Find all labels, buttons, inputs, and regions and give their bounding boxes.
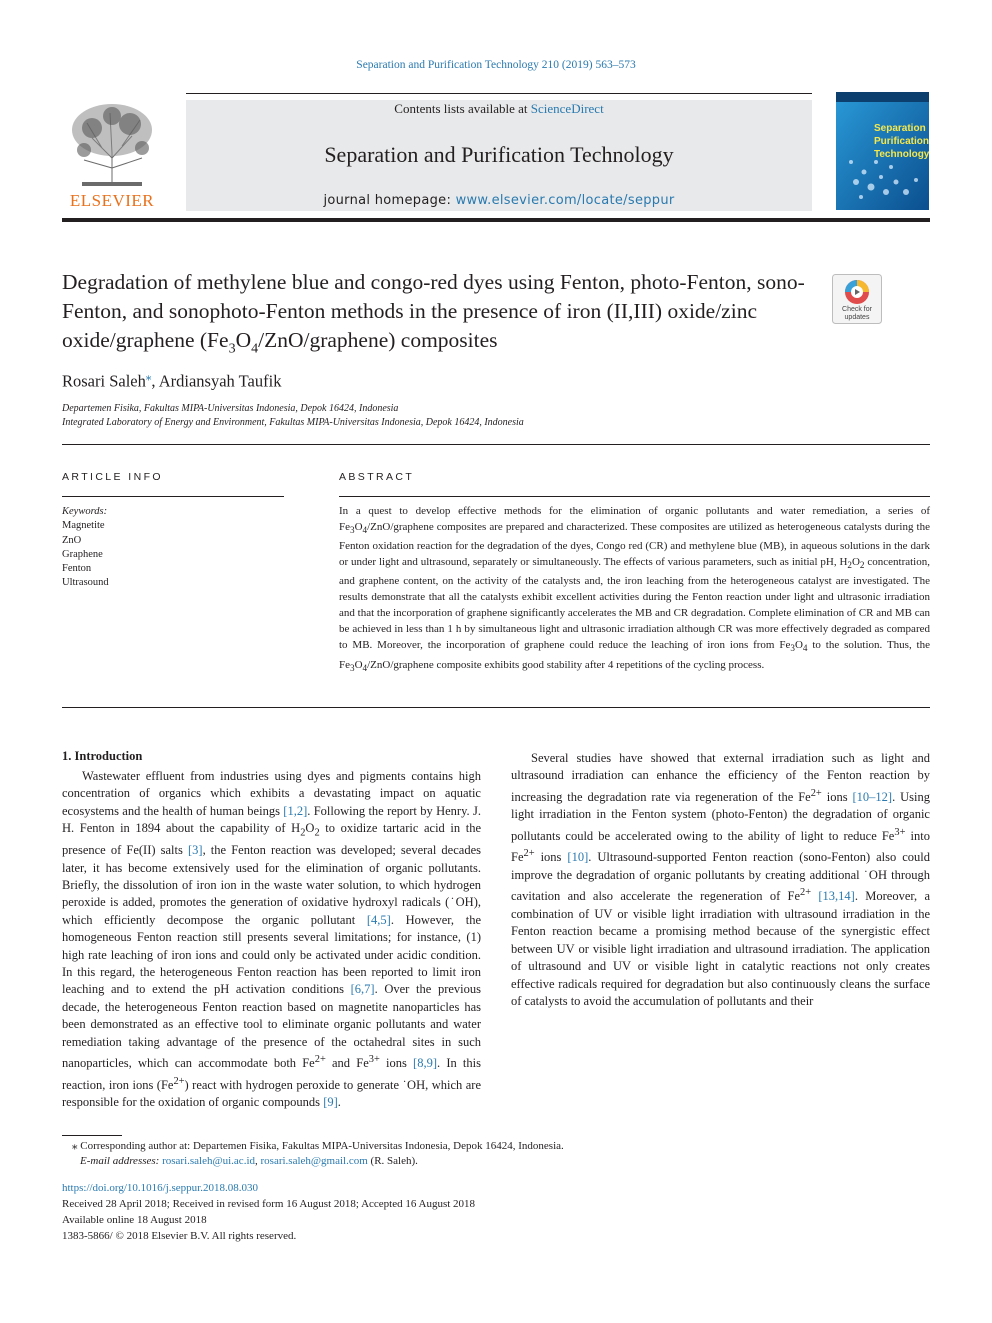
abstract-text: /ZnO/graphene composite exhibits good stability after 4 repetitions of the cycling process.: [367, 658, 765, 671]
journal-cover-thumbnail[interactable]: [836, 92, 929, 210]
corresponding-author-note: [72, 1139, 564, 1152]
abstract-bottom-rule: [62, 707, 930, 708]
cover-title-line1: Separation: [874, 123, 926, 134]
affiliation-rule: [62, 444, 930, 445]
body-text: . Over the previous decade, the heterogeneous Fenton reaction based on magnetite nanoparticles has been demonstrated as an effective tool to eliminate organic pollutants and water remediation taking advantage of the presence of the octahedral sites in such nanoparticles, which can accommodate both Fe: [62, 982, 481, 1071]
reference-link[interactable]: [10]: [567, 850, 589, 865]
email-owner: (R. Saleh).: [367, 1155, 418, 1167]
abstract-rule: [339, 496, 930, 497]
author-2[interactable]: Ardiansyah Taufik: [158, 371, 282, 391]
title-part1: Degradation of methylene blue and congo-red dyes using Fenton, photo-Fenton, sono-Fenton, and sonophoto-Fenton methods in the presence of iron (II,III) oxide/zinc oxide/graphene (Fe: [62, 270, 805, 352]
email-link-2[interactable]: rosari.saleh@gmail.com: [260, 1155, 368, 1167]
abstract-text: O: [354, 521, 363, 533]
subscript: 3: [350, 525, 355, 536]
subscript: 2: [300, 827, 306, 839]
keyword-item: Magnetite: [62, 520, 105, 532]
email-link-1[interactable]: rosari.saleh@ui.ac.id: [162, 1155, 255, 1167]
reference-link[interactable]: [6,7]: [350, 982, 375, 997]
article-info-rule: [62, 496, 284, 497]
subscript: 4: [362, 525, 368, 536]
copyright-notice: 1383-5866/ © 2018 Elsevier B.V. All rights reserved.: [62, 1230, 297, 1242]
affiliation-2: Integrated Laboratory of Energy and Environment, Fakultas MIPA-Universitas Indonesia, Depok 16424, Indonesia: [62, 417, 524, 428]
received-dates: Received 28 April 2018; Received in revised form 16 August 2018; Accepted 16 August 2018: [62, 1198, 476, 1210]
abstract-text: O: [794, 639, 803, 652]
keyword-item: Ultrasound: [62, 577, 109, 589]
reference-link[interactable]: [9]: [323, 1095, 338, 1110]
superscript: 2+: [173, 1075, 185, 1087]
superscript: 2+: [810, 787, 822, 799]
check-for-updates-badge[interactable]: [832, 274, 882, 324]
corresponding-mark[interactable]: ⁎: [145, 371, 152, 383]
email-separator: ,: [255, 1155, 261, 1167]
author-separator: ,: [151, 371, 159, 391]
body-text: into Fe: [511, 828, 930, 865]
check-updates-line2: updates: [844, 314, 870, 321]
body-text: ) react with hydrogen peroxide to generate ˙OH, which are responsible for the oxidation of organic compounds: [62, 1077, 481, 1110]
body-text: . Moreover, a combination of UV or visible light irradiation with ultrasound irradiation in the Fenton reaction became a promising method because of the synergistic effect between UV or visible light irradiation and ultrasound irradiation. The application of ultrasound and UV or visible light in catalytic reactions not only creates effective radicals required for degradation but also continuously cleans the surface of catalysts to avoid the accumulation of pollutants and their: [511, 889, 930, 1008]
title-sub1: 3: [228, 341, 236, 357]
title-part3: /ZnO/graphene) composites: [258, 328, 498, 352]
cover-title-line3: Technology: [874, 149, 929, 160]
check-updates-line1: Check for: [842, 306, 872, 313]
body-text: Wastewater effluent from industries using dyes and pigments contains high concentration of organics which exhibits a devastating impact on aquatic ecosystems and the health of human beings: [62, 769, 481, 818]
superscript: 2+: [800, 887, 812, 899]
abstract-text: concentration, and graphene content, on the activity of the catalysts and, the iron leaching from the heterogeneous catalyst are investigated. The results demonstrate that all the catalysts exhibit excellent activities during the Fenton reaction under light and ultrasonic irradiation and that the incorporation of graphene significantly accelerates the MB and CR degradation. Complete elimination of CR and MB can be achieved in less than 1 h by simultaneous light and ultrasonic irradiation although CR was more effectively degraded as compared to MB. Moreover, the incorporation of graphene could reduce the leaching of iron ions from Fe: [339, 556, 930, 652]
abstract-text: O: [851, 556, 860, 569]
affiliation-1: Departemen Fisika, Fakultas MIPA-Universitas Indonesia, Depok 16424, Indonesia: [62, 403, 399, 414]
body-text: ions: [534, 850, 568, 865]
reference-link[interactable]: [4,5]: [366, 912, 391, 927]
keyword-item: ZnO: [62, 534, 82, 546]
journal-title: Separation and Purification Technology: [324, 142, 674, 167]
footnote-rule: [62, 1135, 122, 1136]
abstract-text: In a quest to develop effective methods for the elimination of organic pollutants and water remediation, a series of Fe: [339, 505, 930, 533]
subscript: 2: [314, 827, 320, 839]
body-text: O: [305, 821, 315, 836]
body-text: to oxidize tartaric acid in the presence of Fe(II) salts: [62, 821, 482, 858]
subscript: 3: [790, 643, 795, 654]
abstract-text: to the solution. Thus, the Fe: [339, 639, 930, 671]
body-text: , the Fenton reaction was developed; several decades later, it has become extensively used for the elimination of organic pollutants. Briefly, the dissolution of iron ion in the waste water solution, to which hydrogen peroxide is added, promotes the generation of oxidative hydroxyl radicals (˙OH), which efficiently decompose the organic pollutant: [62, 843, 481, 927]
article-title: [62, 268, 822, 363]
header-top-rule: [186, 93, 812, 94]
contents-line: [186, 101, 812, 117]
title-sub2: 4: [251, 341, 259, 357]
homepage-link[interactable]: www.elsevier.com/locate/seppur: [455, 193, 675, 208]
abstract-text: /ZnO/graphene composites are prepared and characterized. These composites are utilized as heterogeneous catalysts during the Fenton oxidation reaction for the degradation of the dyes, Congo red (CR) and methylene blue (MB), in aqueous solutions in the dark or under light and ultrasound, separately or simultaneously. The effects of various parameters, such as initial pH, H: [339, 521, 930, 569]
subscript: 4: [802, 643, 808, 654]
superscript: 2+: [523, 848, 535, 860]
email-label: E-mail addresses:: [80, 1155, 160, 1167]
superscript: 3+: [894, 826, 906, 838]
reference-link[interactable]: [1,2]: [283, 803, 308, 818]
body-text: . Using light irradiation in the Fenton system (photo-Fenton) the degradation of organic pollutants could be accelerated owing to the ability of light to reduce Fe: [511, 789, 930, 843]
contents-prefix: Contents lists available at: [394, 101, 531, 116]
cover-title-line2: Purification: [874, 136, 929, 147]
reference-link[interactable]: [13,14]: [818, 889, 855, 904]
corresponding-text: Corresponding author at: Departemen Fisika, Fakultas MIPA-Universitas Indonesia, Depok 16424, Indonesia.: [77, 1140, 564, 1152]
keyword-item: Fenton: [62, 563, 92, 575]
journal-homepage: [186, 193, 812, 208]
publisher-name: ELSEVIER: [69, 191, 155, 210]
abstract-body: [339, 503, 930, 676]
body-text: . Following the report by Henry. J. H. Fenton in 1894 about the capability of H: [62, 803, 481, 836]
intro-paragraph-2: [511, 750, 930, 1010]
keywords-list: [62, 505, 109, 591]
body-column-left: [62, 768, 481, 1112]
check-updates-label: [832, 306, 882, 322]
abstract-heading: ABSTRACT: [339, 471, 415, 483]
body-text: . In this reaction, iron ions (Fe: [62, 1056, 481, 1092]
reference-link[interactable]: [8,9]: [413, 1056, 437, 1071]
body-text: . However, the homogeneous Fenton reaction still presents several limitations; for instance, (1) high rate leaching of iron ions and could only be activated under acidic condition. In this regard, the heterogeneous Fenton reaction has been reported to limit iron leaching and to extend the pH activation conditions: [62, 912, 481, 997]
corresponding-mark: ⁎: [72, 1140, 78, 1152]
body-text: Several studies have showed that external irradiation such as light and ultrasound irradiation can enhance the efficiency of the Fenton reaction by increasing the degradation rate via regeneration of the Fe: [511, 751, 930, 804]
email-note: [80, 1155, 418, 1167]
sciencedirect-link[interactable]: ScienceDirect: [530, 101, 604, 116]
body-text: and Fe: [325, 1056, 369, 1071]
title-part2: O: [235, 328, 252, 352]
subscript: 3: [350, 662, 355, 673]
intro-paragraph-1: [62, 768, 481, 1112]
subscript: 2: [847, 560, 852, 571]
subscript: 2: [859, 560, 865, 571]
author-1[interactable]: Rosari Saleh: [62, 371, 146, 391]
body-text: .: [337, 1095, 341, 1110]
journal-citation[interactable]: Separation and Purification Technology 210 (2019) 563–573: [356, 59, 636, 71]
abstract-text: O: [354, 658, 363, 671]
subscript: 4: [362, 662, 368, 673]
reference-link[interactable]: [3]: [187, 843, 203, 858]
keywords-label: Keywords:: [62, 506, 108, 517]
cover-title: [874, 122, 929, 161]
superscript: 3+: [368, 1054, 380, 1065]
header-bottom-rule: [62, 218, 930, 222]
superscript: 2+: [314, 1054, 326, 1065]
body-column-right: [511, 750, 930, 1010]
body-text: ions: [821, 789, 853, 804]
doi-link[interactable]: https://doi.org/10.1016/j.seppur.2018.08.030: [62, 1182, 258, 1194]
reference-link[interactable]: [10–12]: [852, 789, 893, 804]
section-heading-introduction: 1. Introduction: [62, 749, 143, 763]
online-date: Available online 18 August 2018: [62, 1214, 207, 1226]
author-list: [62, 370, 281, 392]
keyword-item: Graphene: [62, 548, 103, 560]
homepage-prefix: journal homepage:: [323, 193, 456, 208]
article-info-heading: ARTICLE INFO: [62, 471, 163, 483]
body-text: . Ultrasound-supported Fenton reaction (sono-Fenton) also could improve the degradation of organic pollutants by creating additional ˙OH through cavitation and also accelerate the regeneration of Fe: [511, 850, 931, 904]
body-text: ions: [379, 1056, 414, 1071]
